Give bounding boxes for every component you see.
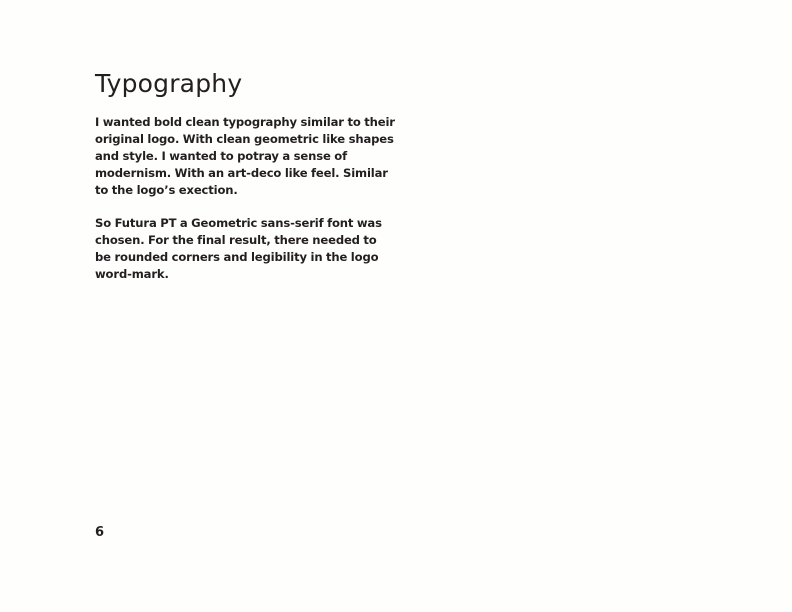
section-title: Typography [95, 69, 243, 98]
body-paragraph-1: I wanted bold clean typography similar to their original logo. With clean geometric like shapes and style. I wanted to potray a sense of modernism. With an art-deco like feel. Similar to the logo’s exection. [95, 115, 395, 197]
page-number: 6 [95, 525, 105, 540]
body-paragraph-2: So Futura PT a Geometric sans-serif font was chosen. For the final result, there needed to be rounded corners and legibility in the logo word-mark. [95, 216, 382, 281]
